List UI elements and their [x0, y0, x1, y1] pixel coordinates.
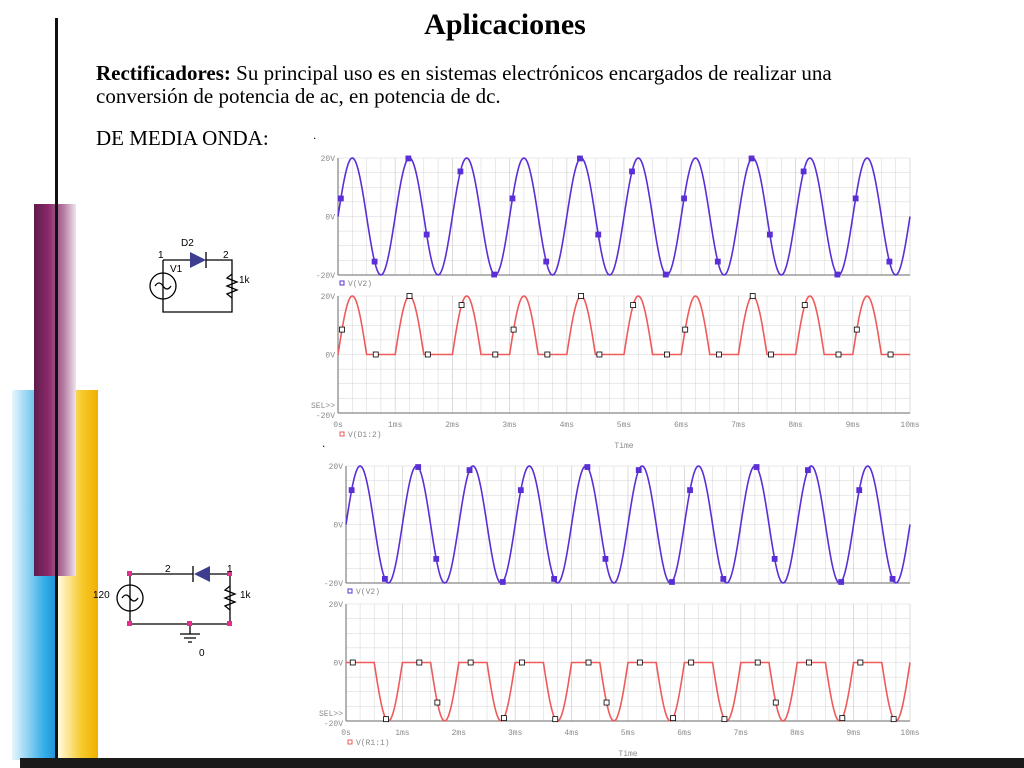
slide-title: Aplicaciones [424, 8, 586, 41]
x-tick-label: 0s [341, 729, 351, 738]
series-marker [858, 660, 863, 665]
series-marker [467, 468, 472, 473]
y-tick-label: -20V [315, 412, 335, 421]
legend-swatch [340, 432, 344, 436]
x-tick-label: 10ms [900, 729, 920, 738]
node-left-label: 2 [165, 564, 171, 575]
series-marker [586, 660, 591, 665]
diode-triangle [190, 252, 206, 268]
series-marker [682, 196, 687, 201]
resistor-label: 1k [240, 590, 251, 601]
legend-swatch [340, 281, 344, 285]
series-marker [511, 327, 516, 332]
series-marker [857, 488, 862, 493]
legend-label: V(V2) [348, 280, 373, 289]
series-marker [579, 294, 584, 299]
series-marker [722, 717, 727, 722]
series-marker [663, 272, 668, 277]
x-axis-label: Time [618, 750, 638, 759]
series-marker [807, 660, 812, 665]
series-marker [492, 272, 497, 277]
series-marker [372, 259, 377, 264]
series-marker [468, 660, 473, 665]
x-tick-label: 0s [333, 421, 343, 430]
series-marker [406, 156, 411, 161]
chart-output-halfwave-positive [300, 288, 920, 453]
intro-bold-term: Rectificadores: [96, 61, 231, 85]
series-marker [839, 579, 844, 584]
node-left-label: 1 [158, 250, 164, 261]
series-marker [596, 232, 601, 237]
schematic-halfwave-negative [90, 560, 260, 670]
series-marker [424, 232, 429, 237]
series-marker [493, 352, 498, 357]
y-tick-label: 0V [325, 351, 335, 361]
series-marker [544, 259, 549, 264]
series-marker [669, 579, 674, 584]
node-right-label: 1 [227, 564, 233, 575]
x-tick-label: 7ms [733, 729, 749, 738]
y-tick-label: 20V [320, 155, 335, 164]
series-marker [630, 169, 635, 174]
series-marker [671, 716, 676, 721]
series-marker [755, 660, 760, 665]
x-tick-label: 6ms [677, 729, 692, 738]
series-marker [802, 303, 807, 308]
series-marker [603, 556, 608, 561]
series-marker [518, 488, 523, 493]
ground-label: 0 [199, 648, 205, 659]
series-marker [631, 303, 636, 308]
series-marker [373, 352, 378, 357]
x-tick-label: 2ms [451, 729, 467, 738]
y-tick-label: 0V [325, 213, 335, 223]
intro-text: Su principal uso es en sistemas electrónicos encargados de realizar una conversión de potencia de ac, en potencia de dc. [96, 61, 832, 108]
series-marker [840, 716, 845, 721]
x-tick-label: 3ms [502, 421, 517, 430]
legend-swatch [348, 589, 352, 593]
series-marker [835, 272, 840, 277]
x-tick-label: 6ms [673, 421, 689, 430]
x-tick-label: 2ms [445, 421, 460, 430]
series-marker [545, 352, 550, 357]
series-marker [459, 303, 464, 308]
series-marker [425, 352, 430, 357]
x-tick-label: 8ms [788, 421, 803, 430]
series-marker [716, 352, 721, 357]
series-marker [715, 259, 720, 264]
series-marker [636, 468, 641, 473]
series-marker [510, 196, 515, 201]
series-marker [688, 488, 693, 493]
x-axis-label: Time [614, 442, 634, 451]
legend-label: V(R1:1) [356, 739, 390, 748]
series-marker [772, 556, 777, 561]
intro-paragraph [96, 62, 896, 108]
decor-vertical-rule [55, 18, 58, 760]
chart-output-halfwave-negative [300, 596, 920, 761]
series-marker [416, 465, 421, 470]
y-tick-label: 20V [320, 293, 335, 302]
series-marker [577, 156, 582, 161]
x-tick-label: 7ms [731, 421, 746, 430]
y-tick-label: SEL>> [310, 402, 335, 411]
dot-mark-2: . [322, 436, 326, 450]
resistor-label: 1k [239, 275, 250, 286]
series-marker [689, 660, 694, 665]
series-marker [500, 579, 505, 584]
series-marker [349, 488, 354, 493]
series-marker [434, 556, 439, 561]
legend-entry [340, 431, 382, 440]
series-marker [853, 196, 858, 201]
series-marker [836, 352, 841, 357]
node-right-label: 2 [223, 250, 229, 261]
series-marker [805, 468, 810, 473]
x-tick-label: 1ms [395, 729, 410, 738]
y-tick-label: 20V [328, 463, 343, 472]
series-marker [664, 352, 669, 357]
dot-mark-1: . [313, 128, 317, 142]
series-marker [585, 465, 590, 470]
series-marker [407, 294, 412, 299]
x-tick-label: 1ms [387, 421, 403, 430]
x-tick-label: 9ms [846, 729, 861, 738]
series-marker [435, 700, 440, 705]
legend-entry [348, 739, 390, 748]
diode-triangle [194, 566, 210, 582]
diode-label: D2 [181, 238, 194, 249]
x-tick-label: 9ms [845, 421, 861, 430]
series-marker [384, 717, 389, 722]
y-tick-label: -20V [323, 720, 343, 729]
series-marker [721, 576, 726, 581]
schematic-halfwave-positive [140, 230, 270, 330]
legend-label: V(D1:2) [348, 431, 382, 440]
series-marker [338, 196, 343, 201]
series-marker [769, 352, 774, 357]
section-label: DE MEDIA ONDA: [96, 126, 269, 150]
series-marker [552, 576, 557, 581]
series-marker [891, 717, 896, 722]
x-tick-label: 4ms [564, 729, 579, 738]
x-tick-label: 5ms [616, 421, 632, 430]
series-marker [767, 232, 772, 237]
series-marker [382, 576, 387, 581]
series-marker [458, 169, 463, 174]
series-marker [749, 156, 754, 161]
legend-swatch [348, 740, 352, 744]
y-tick-label: 0V [333, 659, 343, 669]
series-marker [890, 576, 895, 581]
series-marker [417, 660, 422, 665]
x-tick-label: 4ms [559, 421, 575, 430]
y-tick-label: 20V [328, 601, 343, 610]
series-marker [754, 465, 759, 470]
series-marker [750, 294, 755, 299]
series-marker [801, 169, 806, 174]
x-tick-label: 10ms [900, 421, 920, 430]
y-tick-label: SEL>> [318, 710, 343, 719]
series-marker [350, 660, 355, 665]
series-marker [519, 660, 524, 665]
ground-symbol [180, 624, 200, 642]
series-marker [887, 259, 892, 264]
series-marker [553, 717, 558, 722]
x-tick-label: 8ms [789, 729, 805, 738]
chart-input-sine-1 [300, 150, 920, 290]
x-tick-label: 5ms [620, 729, 636, 738]
series-marker [604, 700, 609, 705]
y-tick-label: 0V [333, 521, 343, 531]
series-marker [854, 327, 859, 332]
y-tick-label: -20V [323, 580, 343, 589]
series-marker [340, 327, 345, 332]
series-marker [637, 660, 642, 665]
series-marker [597, 352, 602, 357]
source-label: V1 [170, 264, 183, 275]
circuit-wire [130, 574, 230, 624]
series-marker [683, 327, 688, 332]
source-label: 120 [93, 590, 110, 601]
y-tick-label: -20V [315, 272, 335, 281]
chart-input-sine-2 [300, 458, 920, 598]
series-marker [501, 716, 506, 721]
legend-label: V(V2) [356, 588, 381, 597]
series-marker [888, 352, 893, 357]
series-marker [773, 700, 778, 705]
x-tick-label: 3ms [507, 729, 523, 738]
